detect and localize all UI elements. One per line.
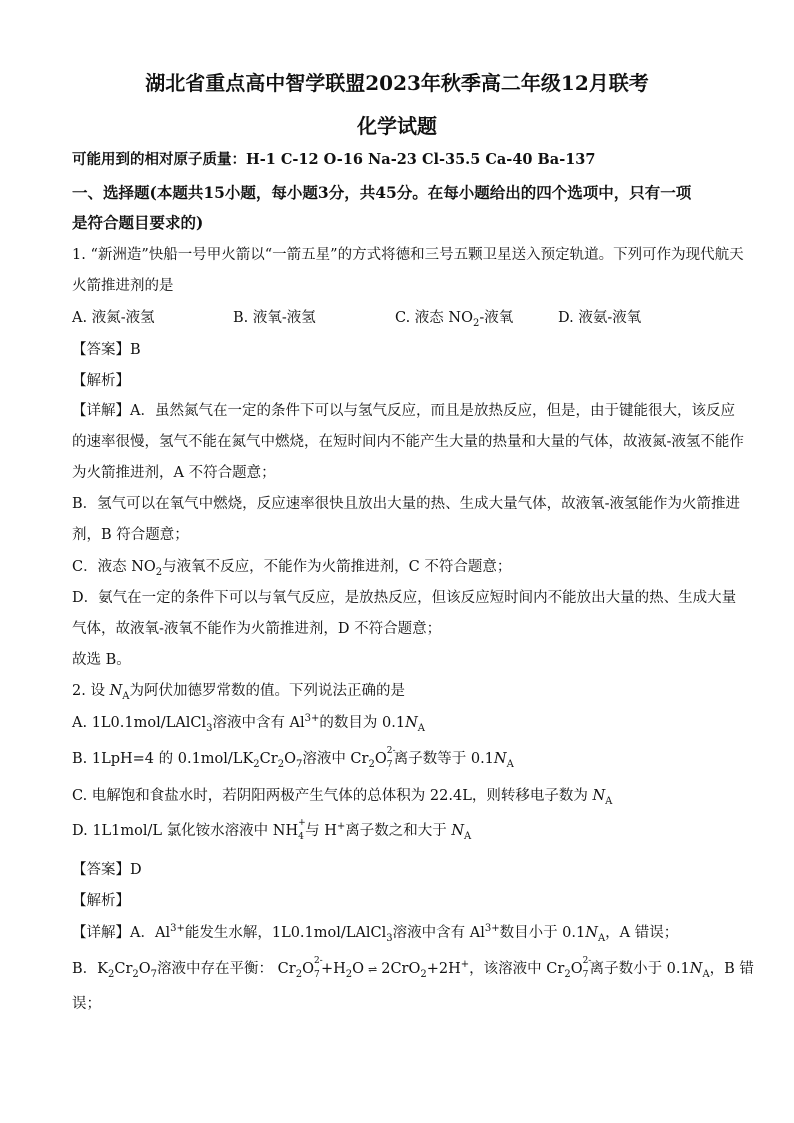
q2-stem: 2. 设 $N_A$为阿伏加德罗常数的值。下列说法正确的是 [72, 683, 405, 702]
q1-detail-a3: 为火箭推进剂，A 不符合题意； [72, 465, 276, 481]
q1-detail-a1: 【详解】A．虽然氮气在一定的条件下可以与氢气反应，而且是放热反应，但是，由于键能很大，该反应 [72, 403, 735, 419]
q1-option-d: D. 液氨-液氧 [558, 310, 642, 326]
exam-title: 湖北省重点高中智学联盟2023年秋季高二年级12月联考 [145, 71, 649, 95]
q2-analysis-label: 【解析】 [72, 893, 130, 909]
q1-stem-line1: 1. “新洲造”快船一号甲火箭以“一箭五星”的方式将德和三号五颗卫星送入预定轨道。下列可作为现代航天 [72, 247, 744, 263]
q1-option-b: B. 液氧-液氢 [233, 310, 316, 326]
q1-option-a: A. 液氮-液氢 [72, 310, 155, 326]
equilibrium-arrow-icon: ⇌ [368, 963, 378, 976]
q2-option-d: D. 1L1mol/L 氯化铵水溶液中 NH + 4 与 H+离子数之和大于 $N_A$ [72, 818, 472, 842]
q1-detail-b2: 剂，B 符合题意； [72, 527, 189, 543]
atomic-masses: 可能用到的相对原子质量：H-1 C-12 O-16 Na-23 Cl-35.5 Ca-40 Ba-137 [72, 151, 596, 168]
q1-stem-line2: 火箭推进剂的是 [72, 278, 174, 294]
section-heading-line2: 是符合题目要求的) [72, 213, 204, 232]
q2-option-b: B. 1LpH=4 的 $0.1mol/LK_2Cr_2O_7$溶液中 $Cr_2O$ 2- 7 离子数等于 $0.1N_A$ [72, 746, 514, 770]
exam-subtitle: 化学试题 [357, 114, 437, 138]
q1-answer: 【答案】B [72, 342, 141, 358]
q1-detail-b1: B．氢气可以在氧气中燃烧，反应速率很快且放出大量的热、生成大量气体，故液氧-液氢能作为火箭推进 [72, 496, 741, 512]
q1-detail-d1: D．氨气在一定的条件下可以与氧气反应，是放热反应，但该反应短时间内不能放出大量的热、生成大量 [72, 590, 737, 606]
q1-detail-d2: 气体，故液氧-液氧不能作为火箭推进剂，D 不符合题意； [72, 621, 442, 637]
q1-option-c: C. 液态 $NO_2-$液氧 [395, 310, 514, 329]
section-heading-line1: 一、选择题(本题共15小题，每小题3分，共45分。在每小题给出的四个选项中，只有一项 [72, 183, 692, 202]
q2-detail-b: B．$K_2Cr_2O_7$溶液中存在平衡： $Cr_2O$ 2- 7 $+H_2O$ ⇌ 2CrO$_2$+2H+，该溶液中 $Cr_2O$ 2- 7 离子数小于 $0.1N_A$，B 错 [72, 956, 754, 980]
q1-detail-c: C．液态 $NO_2$与液氧不反应，不能作为火箭推进剂，C 不符合题意； [72, 559, 512, 578]
q2-detail-a: 【详解】A．$Al^{3+}$能发生水解，1L0.1mol/LAlCl$_3$溶液中含有 $Al^{3+}$数目小于 $0.1N_A$，A 错误； [72, 923, 679, 944]
q1-detail-a2: 的速率很慢，氢气不能在氮气中燃烧，在短时间内不能产生大量的热量和大量的气体，故液氮-液氢不能作 [72, 434, 744, 450]
q1-conclusion: 故选 B。 [72, 652, 131, 668]
q2-detail-b-line2: 误； [72, 996, 101, 1012]
q1-analysis-label: 【解析】 [72, 373, 130, 389]
q2-answer: 【答案】D [72, 862, 142, 878]
q2-option-a: A. 1L0.1mol/LAlCl$_3$溶液中含有 $Al^{3+}$的数目为 $0.1N_A$ [72, 713, 426, 734]
q2-option-c: C. 电解饱和食盐水时，若阴阳两极产生气体的总体积为 22.4L，则转移电子数为 $N_A$ [72, 788, 613, 807]
